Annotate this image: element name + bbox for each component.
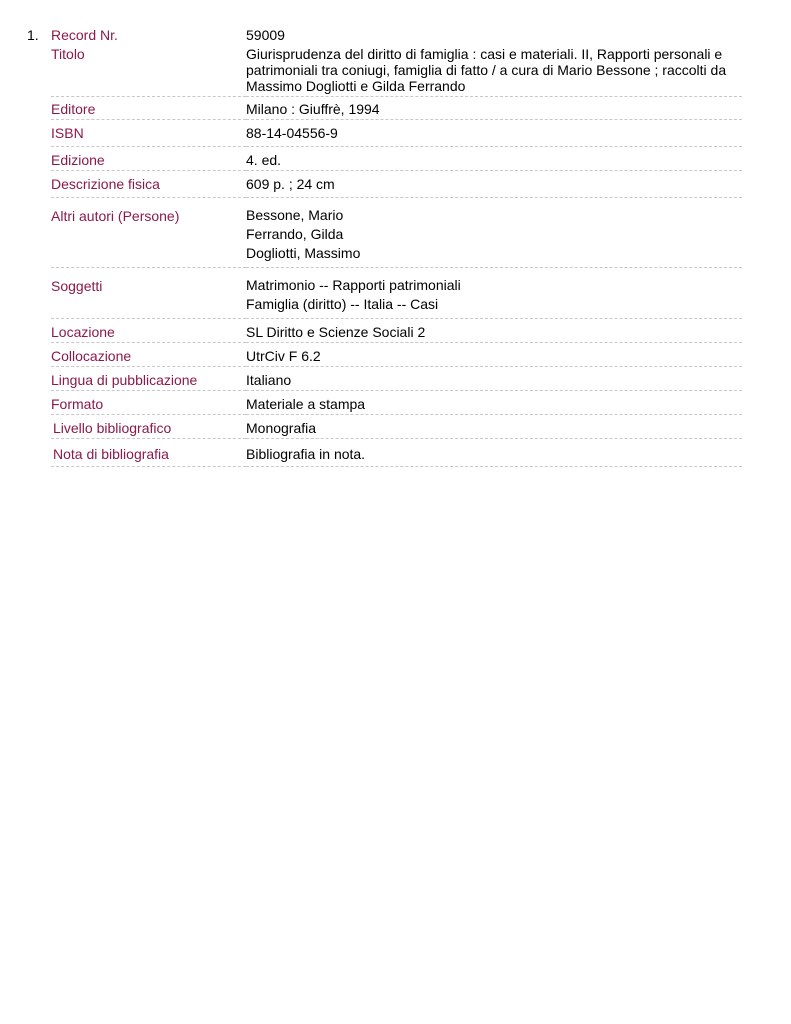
field-value <box>246 439 742 467</box>
field-value <box>246 45 742 97</box>
field-label: Descrizione fisica <box>51 171 246 198</box>
field-label: Nota di bibliografia <box>51 439 246 467</box>
field-value-line: Materiale a stampa <box>246 396 366 412</box>
field-value-line: 609 p. ; 24 cm <box>246 176 335 192</box>
record-index: 1. <box>27 27 39 43</box>
field-label: Formato <box>51 391 246 415</box>
field-value-line: Italiano <box>246 372 292 388</box>
field-value-line: Bibliografia in nota. <box>246 446 366 462</box>
field-value <box>246 391 742 415</box>
field-value-line: Famiglia (diritto) -- Italia -- Casi <box>246 296 439 312</box>
field-value-line: Giurisprudenza del diritto di famiglia : casi e materiali. II, Rapporti personali e patrimoniali tra coniugi, famiglia di fatto / a cura di Mario Bessone ; raccolti da Massimo Dogliotti e Gilda Ferrando <box>246 46 727 94</box>
field-row-record-nr <box>51 26 742 45</box>
field-label: Titolo <box>51 45 246 97</box>
field-value-line: 59009 <box>246 27 285 43</box>
field-value-line: Monografia <box>246 420 317 436</box>
field-row-titolo <box>51 45 742 97</box>
field-row-isbn <box>51 120 742 147</box>
field-value-line: UtrCiv F 6.2 <box>246 348 321 364</box>
field-row-edizione <box>51 147 742 171</box>
field-row-collocazione <box>51 343 742 367</box>
field-value-line: Ferrando, Gilda <box>246 226 344 242</box>
field-row-soggetti <box>51 268 742 319</box>
field-label: Soggetti <box>51 268 246 319</box>
field-value-line: SL Diritto e Scienze Sociali 2 <box>246 324 426 340</box>
field-row-altri-autori <box>51 198 742 268</box>
field-row-locazione <box>51 319 742 343</box>
field-label: Record Nr. <box>51 27 118 43</box>
field-value-line: Dogliotti, Massimo <box>246 245 361 261</box>
field-value <box>246 171 742 198</box>
field-label: ISBN <box>51 120 246 147</box>
field-row-lingua <box>51 367 742 391</box>
field-label: Livello bibliografico <box>51 415 246 439</box>
field-label: Lingua di pubblicazione <box>51 367 246 391</box>
field-value <box>246 198 742 268</box>
field-row-formato <box>51 391 742 415</box>
field-value-line: 4. ed. <box>246 152 282 168</box>
field-value-line: 88-14-04556-9 <box>246 125 338 141</box>
field-value <box>246 147 742 171</box>
field-label: Edizione <box>51 147 246 171</box>
field-value <box>246 367 742 391</box>
field-label: Altri autori (Persone) <box>51 198 246 268</box>
field-row-editore <box>51 97 742 120</box>
field-row-livello-bibliografico <box>51 415 742 439</box>
field-value <box>246 415 742 439</box>
field-value <box>246 120 742 147</box>
field-row-descrizione-fisica <box>51 171 742 198</box>
field-value-line: Matrimonio -- Rapporti patrimoniali <box>246 277 461 293</box>
field-value <box>246 26 742 45</box>
field-label: Editore <box>51 97 246 120</box>
field-label: Locazione <box>51 319 246 343</box>
field-value <box>246 268 742 319</box>
field-value-line: Bessone, Mario <box>246 207 344 223</box>
field-value-line: Milano : Giuffrè, 1994 <box>246 101 380 117</box>
field-label: Collocazione <box>51 343 246 367</box>
field-value <box>246 319 742 343</box>
field-value <box>246 97 742 120</box>
record-fields-table <box>51 26 742 467</box>
field-row-nota-bibliografia <box>51 439 742 467</box>
field-value <box>246 343 742 367</box>
